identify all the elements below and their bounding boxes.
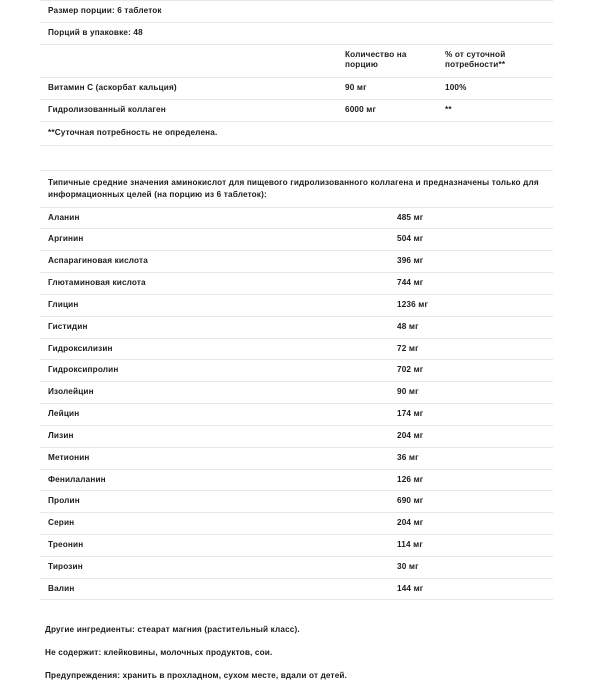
header-daily-value: % от суточной потребности**: [437, 44, 553, 78]
warnings-text: Предупреждения: хранить в прохладном, сухом месте, вдали от детей.: [45, 670, 348, 680]
table-row: [40, 469, 553, 491]
header-blank: [40, 44, 337, 78]
nutrient-daily-value: 100%: [437, 78, 553, 100]
amino-acid-name: Валин: [40, 578, 389, 600]
amino-acid-value: 126 мг: [389, 469, 553, 491]
table-row: [40, 556, 553, 578]
amino-acid-value: 36 мг: [389, 447, 553, 469]
amino-acid-name: Аланин: [40, 207, 389, 229]
amino-acid-value: 396 мг: [389, 251, 553, 273]
table-row: [40, 447, 553, 469]
table-row: [40, 251, 553, 273]
table-row: [40, 207, 553, 229]
table-row: [40, 229, 553, 251]
amino-acid-name: Гистидин: [40, 316, 389, 338]
amino-acid-name: Изолейцин: [40, 382, 389, 404]
servings-per-container-text: Порций в упаковке: 48: [40, 22, 553, 44]
supplement-facts-table: [40, 0, 553, 146]
amino-acid-value: 690 мг: [389, 491, 553, 513]
amino-acid-value: 30 мг: [389, 556, 553, 578]
amino-acid-name: Метионин: [40, 447, 389, 469]
table-row: [40, 382, 553, 404]
amino-acid-value: 204 мг: [389, 425, 553, 447]
amino-acid-name: Треонин: [40, 535, 389, 557]
table-row: [40, 491, 553, 513]
table-header-row: [40, 44, 553, 78]
amino-acid-intro-text: Типичные средние значения аминокислот для пищевого гидролизованного коллагена и предназначены только для информационных целей (на порцию из 6 таблеток):: [40, 170, 553, 207]
table-gap-spacer: [0, 146, 600, 170]
amino-acid-name: Пролин: [40, 491, 389, 513]
table-row: [40, 425, 553, 447]
table-row: [40, 78, 553, 100]
amino-acid-value: 702 мг: [389, 360, 553, 382]
amino-acid-name: Гидроксилизин: [40, 338, 389, 360]
amino-acid-value: 90 мг: [389, 382, 553, 404]
amino-acid-name: Аргинин: [40, 229, 389, 251]
serving-size-row: [40, 1, 553, 23]
nutrient-daily-value: **: [437, 100, 553, 122]
amino-acid-value: 114 мг: [389, 535, 553, 557]
amino-acid-name: Серин: [40, 513, 389, 535]
nutrient-amount: 90 мг: [337, 78, 437, 100]
amino-acid-name: Лизин: [40, 425, 389, 447]
contains-none-text: Не содержит: клейковины, молочных продуктов, сои.: [45, 648, 273, 658]
table-row: [40, 513, 553, 535]
amino-acid-value: 1236 мг: [389, 294, 553, 316]
table-row: [40, 404, 553, 426]
amino-acid-value: 744 мг: [389, 273, 553, 295]
table-row: [40, 316, 553, 338]
table-row: [40, 338, 553, 360]
serving-size-text: Размер порции: 6 таблеток: [40, 1, 553, 23]
table-row: [40, 360, 553, 382]
amino-acid-value: 72 мг: [389, 338, 553, 360]
table-row: [40, 578, 553, 600]
amino-acid-name: Аспарагиновая кислота: [40, 251, 389, 273]
nutrient-name: Гидролизованный коллаген: [40, 100, 337, 122]
table-row: [40, 100, 553, 122]
amino-acid-value: 48 мг: [389, 316, 553, 338]
footer-notes: [0, 600, 600, 681]
amino-acid-value: 504 мг: [389, 229, 553, 251]
table-row: [40, 273, 553, 295]
amino-acid-name: Лейцин: [40, 404, 389, 426]
daily-value-footnote-row: [40, 121, 553, 145]
amino-acid-value: 204 мг: [389, 513, 553, 535]
amino-acid-name: Гидроксипролин: [40, 360, 389, 382]
daily-value-footnote: **Суточная потребность не определена.: [40, 121, 553, 145]
nutrient-amount: 6000 мг: [337, 100, 437, 122]
amino-acid-value: 485 мг: [389, 207, 553, 229]
amino-acid-value: 174 мг: [389, 404, 553, 426]
table-row: [40, 535, 553, 557]
amino-acid-intro-row: [40, 170, 553, 207]
servings-per-container-row: [40, 22, 553, 44]
amino-acid-value: 144 мг: [389, 578, 553, 600]
amino-acid-name: Фенилаланин: [40, 469, 389, 491]
table-row: [40, 294, 553, 316]
amino-acid-name: Тирозин: [40, 556, 389, 578]
amino-acid-name: Глютаминовая кислота: [40, 273, 389, 295]
other-ingredients-text: Другие ингредиенты: стеарат магния (растительный класс).: [45, 625, 300, 635]
nutrient-name: Витамин С (аскорбат кальция): [40, 78, 337, 100]
amino-acid-table: [40, 170, 553, 601]
amino-acid-name: Глицин: [40, 294, 389, 316]
header-amount-per-serving: Количество на порцию: [337, 44, 437, 78]
